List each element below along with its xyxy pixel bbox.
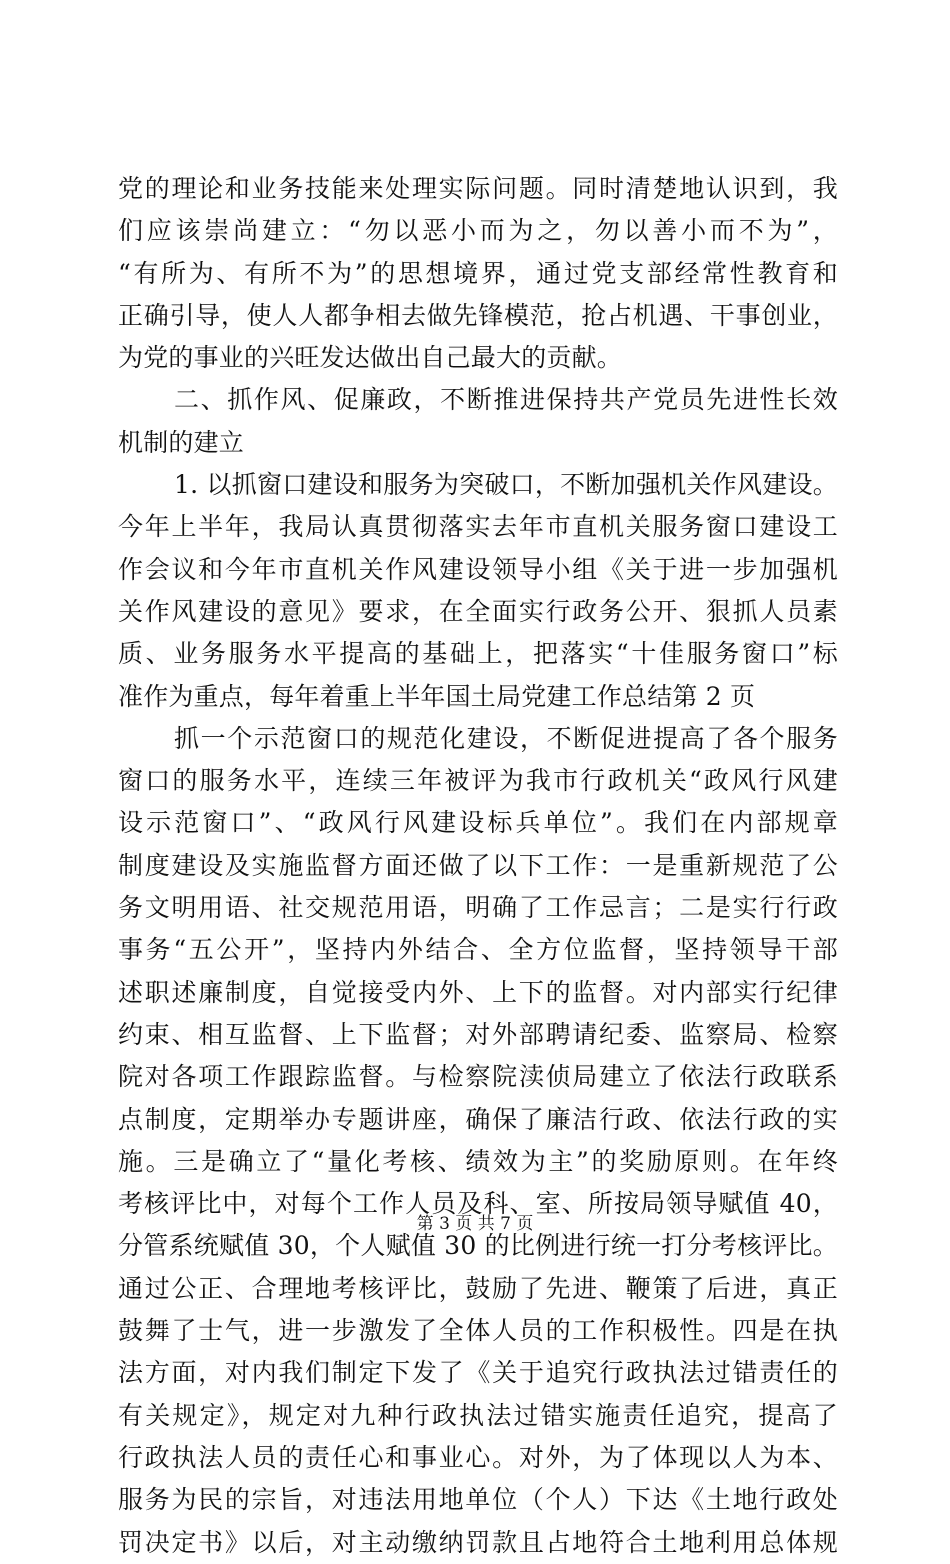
text-line: 服务为民的宗旨，对违法用地单位（个人）下达《土地行政处 — [118, 1485, 838, 1515]
text-line: 务文明用语、社交规范用语，明确了工作忌言；二是实行行政 — [118, 893, 838, 923]
text-line: 为党的事业的兴旺发达做出自己最大的贡献。 — [118, 343, 623, 373]
text-line: 分管系统赋值 30，个人赋值 30 的比例进行统一打分考核评比。 — [118, 1231, 838, 1261]
text-line: 有关规定》，规定对九种行政执法过错实施责任追究，提高了 — [118, 1400, 838, 1430]
text-line: 们应该崇尚建立：“勿以恶小而为之，勿以善小而不为”， — [118, 216, 838, 246]
text-line: “有所为、有所不为”的思想境界，通过党支部经常性教育和 — [118, 258, 838, 288]
text-line: 党的理论和业务技能来处理实际问题。同时清楚地认识到，我 — [118, 174, 838, 203]
text-line: 施。三是确立了“量化考核、绩效为主”的奖励原则。在年终 — [118, 1146, 838, 1176]
text-line: 事务“五公开”，坚持内外结合、全方位监督，坚持领导干部 — [118, 935, 838, 965]
text-line: 罚决定书》以后，对主动缴纳罚款且占地符合土地利用总体规 — [118, 1527, 838, 1557]
text-line: 制度建设及实施监督方面还做了以下工作：一是重新规范了公 — [118, 850, 838, 880]
text-line: 关作风建设的意见》要求，在全面实行政务公开、狠抓人员素 — [118, 596, 838, 626]
text-line: 行政执法人员的责任心和事业心。对外，为了体现以人为本、 — [118, 1442, 838, 1472]
text-line: 法方面，对内我们制定下发了《关于追究行政执法过错责任的 — [118, 1358, 838, 1388]
text-line: 约束、相互监督、上下监督；对外部聘请纪委、监察局、检察 — [118, 1019, 838, 1049]
text-line: 述职述廉制度，自觉接受内外、上下的监督。对内部实行纪律 — [118, 977, 838, 1007]
text-line: 质、业务服务水平提高的基础上，把落实“十佳服务窗口”标 — [118, 639, 838, 669]
text-line: 抓一个示范窗口的规范化建设，不断促进提高了各个服务 — [174, 723, 838, 753]
text-line: 设示范窗口”、“政风行风建设标兵单位”。我们在内部规章 — [118, 808, 838, 838]
text-line: 点制度，定期举办专题讲座，确保了廉洁行政、依法行政的实 — [118, 1104, 838, 1134]
text-line: 考核评比中，对每个工作人员及科、室、所按局领导赋值 40， — [118, 1189, 838, 1219]
page-footer: 第 3 页 共 7 页 — [416, 1214, 534, 1234]
text-line: 窗口的服务水平，连续三年被评为我市行政机关“政风行风建 — [118, 766, 838, 796]
text-line: 今年上半年，我局认真贯彻落实去年市直机关服务窗口建设工 — [118, 512, 838, 542]
text-line: 1. 以抓窗口建设和服务为突破口，不断加强机关作风建设。 — [174, 470, 838, 500]
text-line: 作会议和今年市直机关作风建设领导小组《关于进一步加强机 — [118, 554, 838, 584]
text-line: 通过公正、合理地考核评比，鼓励了先进、鞭策了后进，真正 — [118, 1273, 838, 1303]
section-heading-line: 二、抓作风、促廉政，不断推进保持共产党员先进性长效 — [174, 385, 838, 415]
text-line: 院对各项工作跟踪监督。与检察院渎侦局建立了依法行政联系 — [118, 1062, 838, 1092]
text-line: 正确引导，使人人都争相去做先锋模范，抢占机遇、干事创业， — [118, 300, 838, 330]
section-heading-line: 机制的建立 — [118, 427, 245, 457]
text-line: 鼓舞了士气，进一步激发了全体人员的工作积极性。四是在执 — [118, 1316, 838, 1346]
body-text — [118, 168, 838, 1564]
text-line: 准作为重点，每年着重上半年国土局党建工作总结第 2 页 — [118, 681, 756, 711]
